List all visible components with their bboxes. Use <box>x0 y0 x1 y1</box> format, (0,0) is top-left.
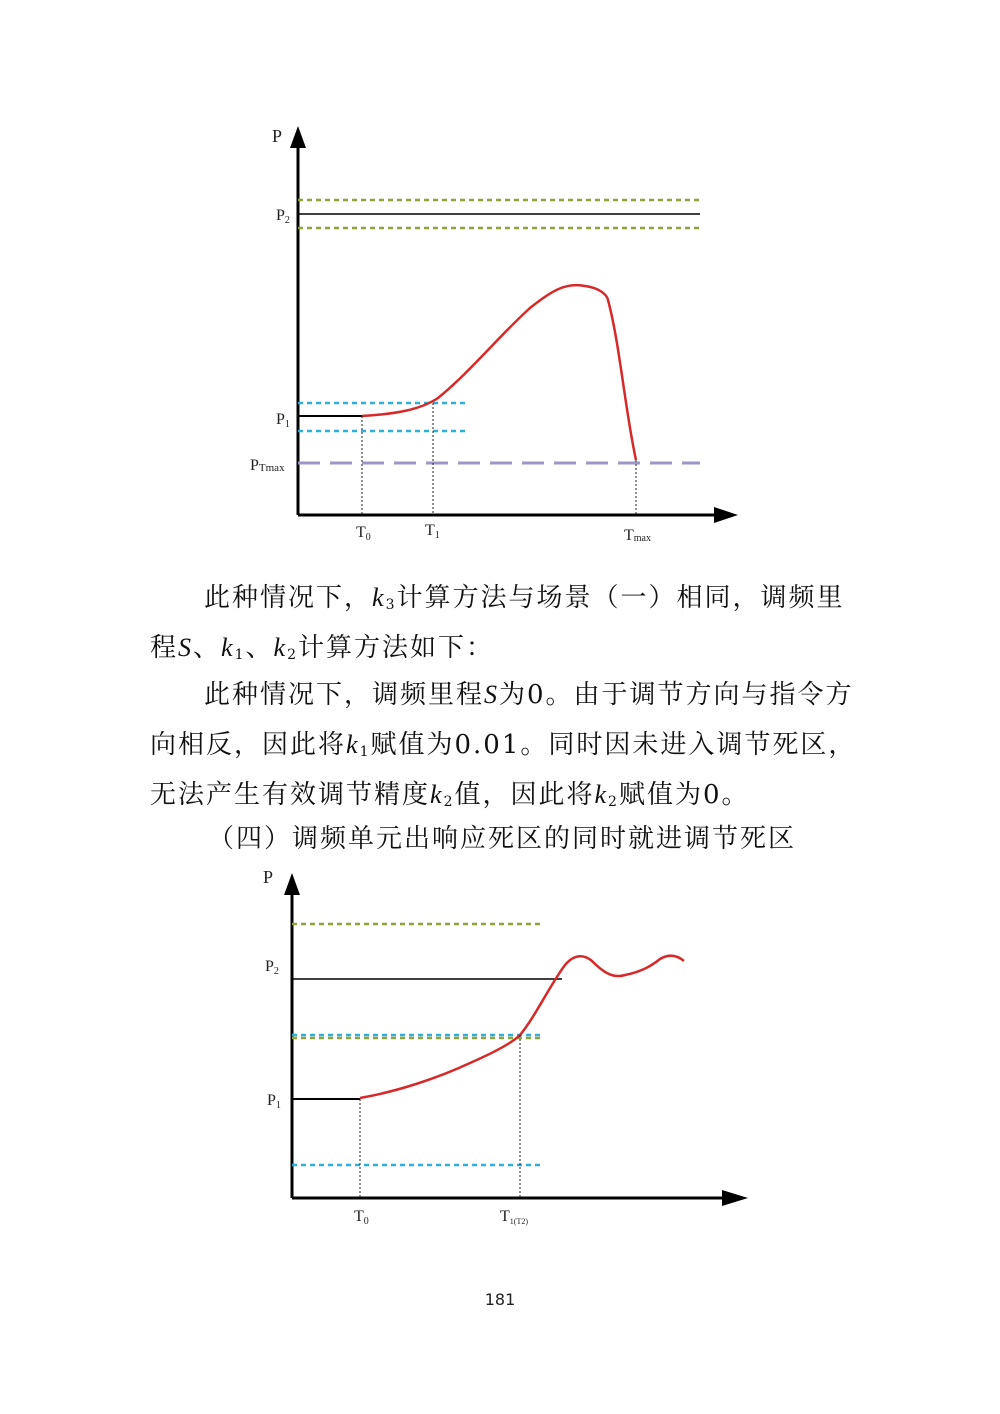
t1-label: T1(T2) <box>500 1208 528 1226</box>
x-axis-arrow-icon <box>722 1190 748 1206</box>
y-axis-label: P <box>272 126 283 146</box>
response-curve <box>362 285 636 460</box>
paragraph-2: 此种情况下，调频里程S为0。由于调节方向与指令方向相反，因此将$k_1$赋值为0.01。同时因未进入调节死区，无法产生有效调节精度$k_2$值，因此将$k_2$赋值为0。 <box>150 680 857 810</box>
figure-2-chart <box>0 855 1000 1245</box>
tmax-label: Tmax <box>624 527 651 544</box>
x-axis-arrow-icon <box>714 507 738 523</box>
paragraph-1: 此种情况下，$k_3$计算方法与场景（一）相同，调频里程S、$k_1$、$k_2$计算方法如下： <box>150 583 845 663</box>
p1-label: P1 <box>267 1092 281 1111</box>
t0-label: T0 <box>356 524 371 543</box>
ptmax-label: PTmax <box>250 457 285 474</box>
p2-label: P2 <box>265 958 279 977</box>
p2-label: P2 <box>276 207 290 226</box>
section-heading-4: （四）调频单元出响应死区的同时就进调节死区 <box>208 824 797 854</box>
t0-label: T0 <box>354 1208 369 1227</box>
y-axis-label: P <box>263 867 274 887</box>
y-axis-arrow-icon <box>290 126 306 148</box>
page-number: 181 <box>484 1290 516 1309</box>
y-axis-arrow-icon <box>284 873 300 895</box>
t1-label: T1 <box>425 522 440 541</box>
response-curve <box>360 956 684 1098</box>
p1-label: P1 <box>276 411 290 430</box>
figure-1-chart <box>0 110 1000 550</box>
